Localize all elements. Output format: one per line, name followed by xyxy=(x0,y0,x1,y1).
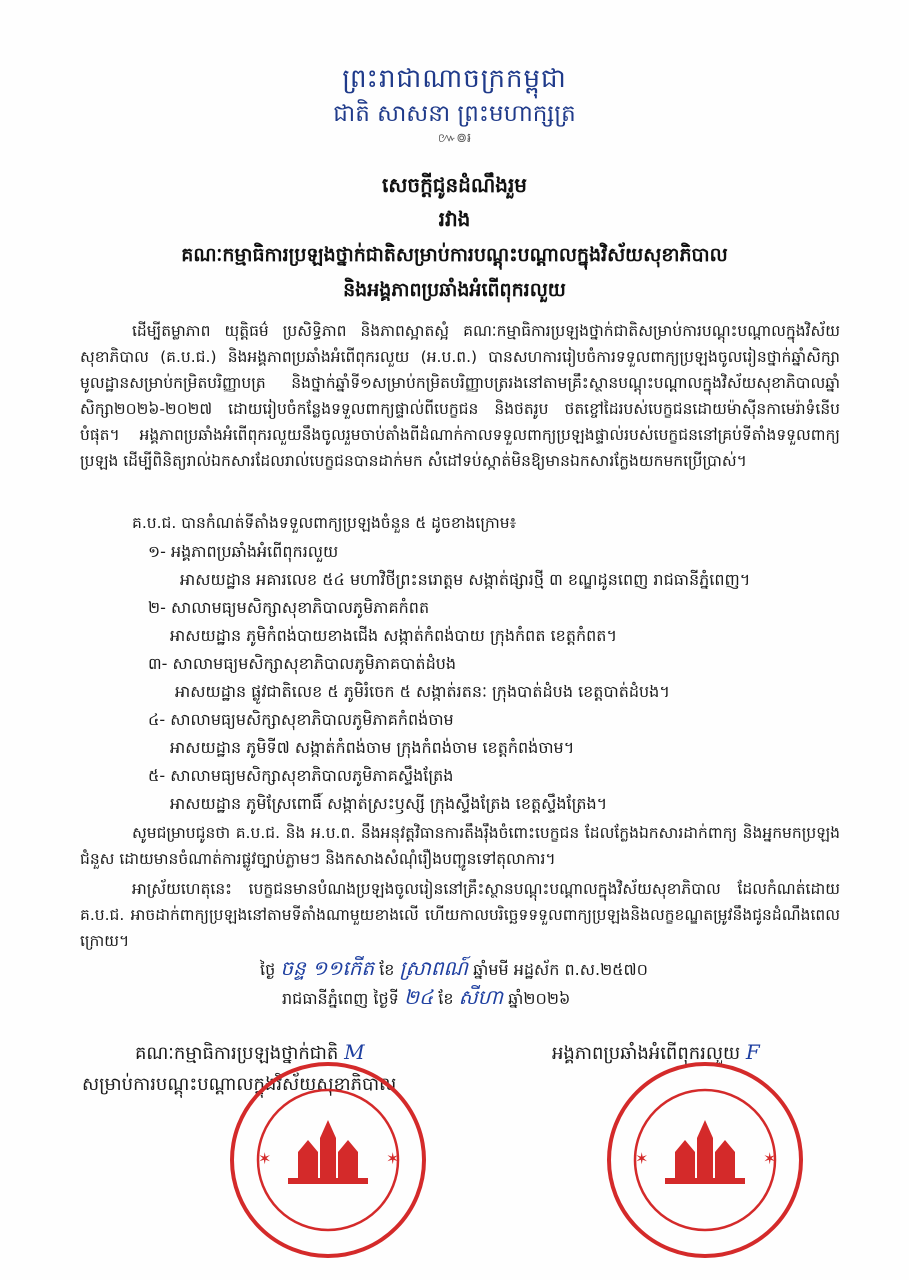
title-between: រវាង xyxy=(438,207,471,231)
left-signatory-line2: សម្រាប់ការបណ្តុះបណ្តាលក្នុងវិស័យសុខាភិបាល xyxy=(82,1074,397,1095)
left-signature-initial: M xyxy=(344,1040,365,1064)
right-signatory-title: អង្គភាពប្រឆាំងអំពើពុករលួយ xyxy=(552,1043,741,1064)
location-name: ៣- សាលាមធ្យមសិក្សាសុខាភិបាលភូមិភាគបាត់ដំបង xyxy=(148,654,457,673)
lunar-prefix: ថ្ងៃ xyxy=(260,960,276,979)
lunar-day-handwritten: ចន្ទ ១១កើត xyxy=(280,956,375,980)
location-name: ៥- សាលាមធ្យមសិក្សាសុខាភិបាលភូមិភាគស្ទឹងត្រែង xyxy=(148,766,454,785)
lunar-suffix: ឆ្នាំមមី អដ្ឋស័ក ព.ស.២៥៧០ xyxy=(473,960,648,979)
solar-prefix: រាជធានីភ្នំពេញ ថ្ងៃទី xyxy=(282,989,399,1008)
left-official-seal xyxy=(228,1060,428,1260)
svg-text:✶: ✶ xyxy=(763,1149,777,1168)
locations-intro: គ.ប.ជ. បានកំណត់ទីតាំងទទួលពាក្យប្រឡងចំនួន ៥ ដូចខាងក្រោម៖ xyxy=(132,514,517,532)
intro-paragraph: ដើម្បីតម្លាភាព យុត្តិធម៌ ប្រសិទ្ធិភាព និងភាពស្អាតស្អំ គណៈកម្មាធិការប្រឡងថ្នាក់ជាតិសម្រាប់ការបណ្តុះបណ្តាលក្នុងវិស័យសុខាភិបាល (គ.ប.ជ.) និងអង្គភាពប្រឆាំងអំពើពុករលួយ (អ.ប.ព.) បានសហការរៀបចំការទទួលពាក្យប្រឡងចូលរៀនថ្នាក់ឆ្នាំសិក្សាមូលដ្ឋានសម្រាប់កម្រិតបរិញ្ញាបត្រ និងថ្នាក់ឆ្នាំទី១សម្រាប់កម្រិតបរិញ្ញាបត្ររងនៅតាមគ្រឹះស្ថានបណ្តុះបណ្តាលក្នុងវិស័យសុខាភិបាលឆ្នាំសិក្សា២០២៦-២០២៧ ដោយរៀបចំកន្លែងទទួលពាក្យផ្ទាល់ពីបេក្ខជន និងថតរូប ថតខ្ចៅដៃរបស់បេក្ខជនដោយម៉ាស៊ីនកាមេរ៉ាទំនើបបំផុត។ អង្គភាពប្រឆាំងអំពើពុករលួយនឹងចូលរួមចាប់តាំងពីដំណាក់កាលទទួលពាក្យប្រឡងផ្ទាល់របស់បេក្ខជននៅគ្រប់ទីតាំងទទួលពាក្យប្រឡង ដើម្បីពិនិត្យរាល់ឯកសារដែលរាល់បេក្ខជនបានដាក់មក សំដៅទប់ស្កាត់មិនឱ្យមានឯកសារក្លែងយកមកប្រើប្រាស់។ xyxy=(80,322,840,470)
solar-month-label: ខែ xyxy=(438,989,454,1008)
location-name: ១- អង្គភាពប្រឆាំងអំពើពុករលួយ xyxy=(148,542,339,561)
lunar-month-label: ខែ xyxy=(379,960,395,979)
kingdom-heading: ព្រះរាជាណាចក្រកម្ពុជា xyxy=(342,64,567,94)
svg-text:✶: ✶ xyxy=(635,1149,649,1168)
lunar-month-handwritten: ស្រាពណ៍ xyxy=(399,956,468,980)
svg-text:✶: ✶ xyxy=(386,1149,400,1168)
motto-heading: ជាតិ សាសនា ព្រះមហាក្សត្រ xyxy=(333,101,576,127)
title-party-one: គណៈកម្មាធិការប្រឡងថ្នាក់ជាតិសម្រាប់ការបណ្តុះបណ្តាលក្នុងវិស័យសុខាភិបាល xyxy=(181,244,728,266)
solar-month-handwritten: សីហា xyxy=(458,985,504,1009)
solar-date xyxy=(282,984,570,1014)
solar-day-handwritten: ២៤ xyxy=(403,985,434,1009)
location-address: អាសយដ្ឋាន ភូមិកំពង់បាយខាងជើង សង្កាត់កំពង់បាយ ក្រុងកំពត ខេត្តកំពត។ xyxy=(170,626,617,645)
location-address: អាសយដ្ឋាន ភូមិស្រែពោធិ៍ សង្កាត់ស្រះឫស្សី ក្រុងស្ទឹងត្រែង ខេត្តស្ទឹងត្រែង។ xyxy=(170,794,608,813)
title-party-two: និងអង្គភាពប្រឆាំងអំពើពុករលួយ xyxy=(343,279,566,301)
location-name: ២- សាលាមធ្យមសិក្សាសុខាភិបាលភូមិភាគកំពត xyxy=(148,598,430,617)
svg-text:✶: ✶ xyxy=(258,1149,272,1168)
closing-paragraph: អាស្រ័យហេតុនេះ បេក្ខជនមានបំណងប្រឡងចូលរៀននៅគ្រឹះស្ថានបណ្តុះបណ្តាលក្នុងវិស័យសុខាភិបាល ដែលកំណត់ដោយ គ.ប.ជ. អាចដាក់ពាក្យប្រឡងនៅតាមទីតាំងណាមួយខាងលើ ហើយកាលបរិច្ឆេទទទួលពាក្យប្រឡងនិងលក្ខខណ្ឌតម្រូវនឹងជូនដំណឹងពេលក្រោយ។ xyxy=(80,880,840,950)
solar-year: ឆ្នាំ២០២៦ xyxy=(508,989,571,1008)
header-ornament: ៚៙៛ xyxy=(437,131,472,146)
location-address: អាសយដ្ឋាន ភូមិទី៧ សង្កាត់កំពង់ចាម ក្រុងកំពង់ចាម ខេត្តកំពង់ចាម។ xyxy=(170,738,575,757)
document-title: សេចក្តីជូនដំណឹងរួម xyxy=(381,173,528,197)
location-address: អាសយដ្ឋាន ផ្លូវជាតិលេខ ៥ ភូមិរំចេក ៥ សង្កាត់រតនៈ ក្រុងបាត់ដំបង ខេត្តបាត់ដំបង។ xyxy=(175,682,670,701)
warning-paragraph: សូមជម្រាបជូនថា គ.ប.ជ. និង អ.ប.ព. នឹងអនុវត្តវិធានការតឹងរ៉ឹងចំពោះបេក្ខជន ដែលក្លែងឯកសារដាក់ពាក្យ និងអ្នកមកប្រឡងជំនួស ដោយមានចំណាត់ការផ្លូវច្បាប់ភ្លាមៗ និងកសាងសំណុំរឿងបញ្ជូនទៅតុលាការ។ xyxy=(80,824,840,868)
right-signature-initial: F xyxy=(745,1040,760,1064)
left-signatory-title: គណៈកម្មាធិការប្រឡងថ្នាក់ជាតិ xyxy=(135,1043,339,1064)
location-address: អាសយដ្ឋាន អគារលេខ ៥៤ មហាវិថីព្រះនរោត្តម សង្កាត់ផ្សារថ្មី ៣ ខណ្ឌដូនពេញ រាជធានីភ្នំពេញ។ xyxy=(180,570,751,589)
right-official-seal xyxy=(605,1060,805,1260)
location-name: ៤- សាលាមធ្យមសិក្សាសុខាភិបាលភូមិភាគកំពង់ចាម xyxy=(148,710,454,729)
lunar-date xyxy=(260,955,648,985)
